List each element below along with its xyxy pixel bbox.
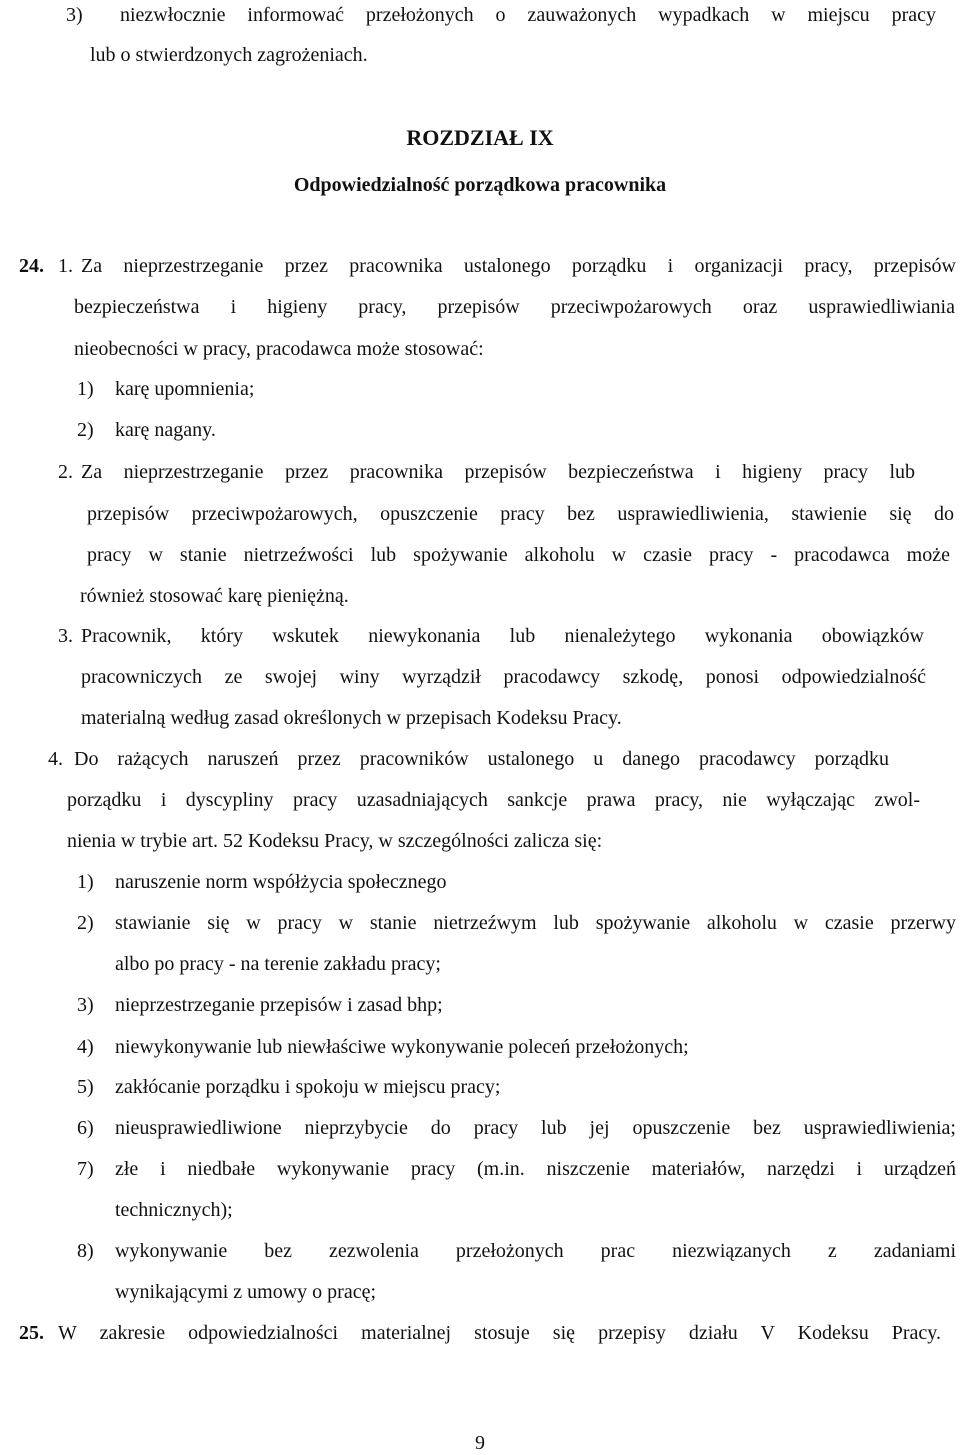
list-item-text: wykonywanie bez zezwolenia przełożonych prac niezwiązanych z zadaniami xyxy=(115,1240,956,1262)
list-item-text: złe i niedbałe wykonywanie pracy (m.in. niszczenie materiałów, narzędzi i urządzeń xyxy=(115,1158,956,1180)
paragraph-line: Za nieprzestrzeganie przez pracownika ustalonego porządku i organizacji pracy, przepisów xyxy=(81,255,956,277)
top-item-line: niezwłocznie informować przełożonych o zauważonych wypadkach w miejscu pracy xyxy=(120,4,936,26)
paragraph-line: pracowniczych ze swojej winy wyrządził pracodawcy szkodę, ponosi odpowiedzialność xyxy=(81,666,926,688)
paragraph-line: Pracownik, który wskutek niewykonania lub nienależytego wykonania obowiązków xyxy=(81,625,924,647)
list-item-number: 2) xyxy=(77,912,94,934)
paragraph-line: przepisów przeciwpożarowych, opuszczenie pracy bez usprawiedliwienia, stawienie się do xyxy=(87,503,954,525)
list-item-number: 1) xyxy=(77,378,94,400)
top-item-line: lub o stwierdzonych zagrożeniach. xyxy=(90,44,368,66)
list-item-text: naruszenie norm współżycia społecznego xyxy=(115,871,447,893)
paragraph-line: nieobecności w pracy, pracodawca może stosować: xyxy=(74,338,484,360)
paragraph-line: nienia w trybie art. 52 Kodeksu Pracy, w szczególności zalicza się: xyxy=(67,830,603,852)
list-item-number: 3) xyxy=(77,994,94,1016)
list-item-number: 7) xyxy=(77,1158,94,1180)
paragraph-line: również stosować karę pieniężną. xyxy=(80,585,349,607)
list-item-text: nieprzestrzeganie przepisów i zasad bhp; xyxy=(115,994,443,1016)
list-item-text: albo po pracy - na terenie zakładu pracy; xyxy=(115,953,441,975)
top-item-number: 3) xyxy=(66,4,83,26)
list-item-number: 4) xyxy=(77,1036,94,1058)
section-number: 25. xyxy=(19,1322,44,1344)
list-item-text: nieusprawiedliwione nieprzybycie do pracy lub jej opuszczenie bez usprawiedliwienia; xyxy=(115,1117,956,1139)
paragraph-line: Za nieprzestrzeganie przez pracownika przepisów bezpieczeństwa i higieny pracy lub xyxy=(81,461,915,483)
list-item-number: 8) xyxy=(77,1240,94,1262)
list-item-number: 2) xyxy=(77,419,94,441)
section-number: 24. xyxy=(19,255,44,277)
paragraph-line: pracy w stanie nietrzeźwości lub spożywanie alkoholu w czasie pracy - pracodawca może xyxy=(87,544,950,566)
list-item-number: 6) xyxy=(77,1117,94,1139)
list-item-number: 5) xyxy=(77,1076,94,1098)
page-number: 9 xyxy=(475,1432,485,1454)
list-item-number: 1) xyxy=(77,871,94,893)
chapter-subtitle: Odpowiedzialność porządkowa pracownika xyxy=(293,174,667,196)
paragraph-line: porządku i dyscypliny pracy uzasadniających sankcje prawa pracy, nie wyłączając zwol- xyxy=(67,789,920,811)
paragraph-line: bezpieczeństwa i higieny pracy, przepisów przeciwpożarowych oraz usprawiedliwiania xyxy=(74,296,955,318)
paragraph-number: 1. xyxy=(58,255,73,277)
list-item-text: niewykonywanie lub niewłaściwe wykonywanie poleceń przełożonych; xyxy=(115,1036,689,1058)
paragraph-line: materialną według zasad określonych w przepisach Kodeksu Pracy. xyxy=(81,707,622,729)
section-text: W zakresie odpowiedzialności materialnej stosuje się przepisy działu V Kodeksu Pracy. xyxy=(58,1322,941,1344)
paragraph-number: 2. xyxy=(58,461,73,483)
paragraph-number: 3. xyxy=(58,625,73,647)
list-item-text: zakłócanie porządku i spokoju w miejscu pracy; xyxy=(115,1076,501,1098)
list-item-text: technicznych); xyxy=(115,1199,233,1221)
list-item-text: karę upomnienia; xyxy=(115,378,255,400)
list-item-text: wynikającymi z umowy o pracę; xyxy=(115,1281,377,1303)
list-item-text: karę nagany. xyxy=(115,419,216,441)
list-item-text: stawianie się w pracy w stanie nietrzeźwym lub spożywanie alkoholu w czasie przerwy xyxy=(115,912,956,934)
paragraph-line: Do rażących naruszeń przez pracowników ustalonego u danego pracodawcy porządku xyxy=(74,748,889,770)
chapter-title: ROZDZIAŁ IX xyxy=(406,125,554,150)
paragraph-number: 4. xyxy=(48,748,63,770)
